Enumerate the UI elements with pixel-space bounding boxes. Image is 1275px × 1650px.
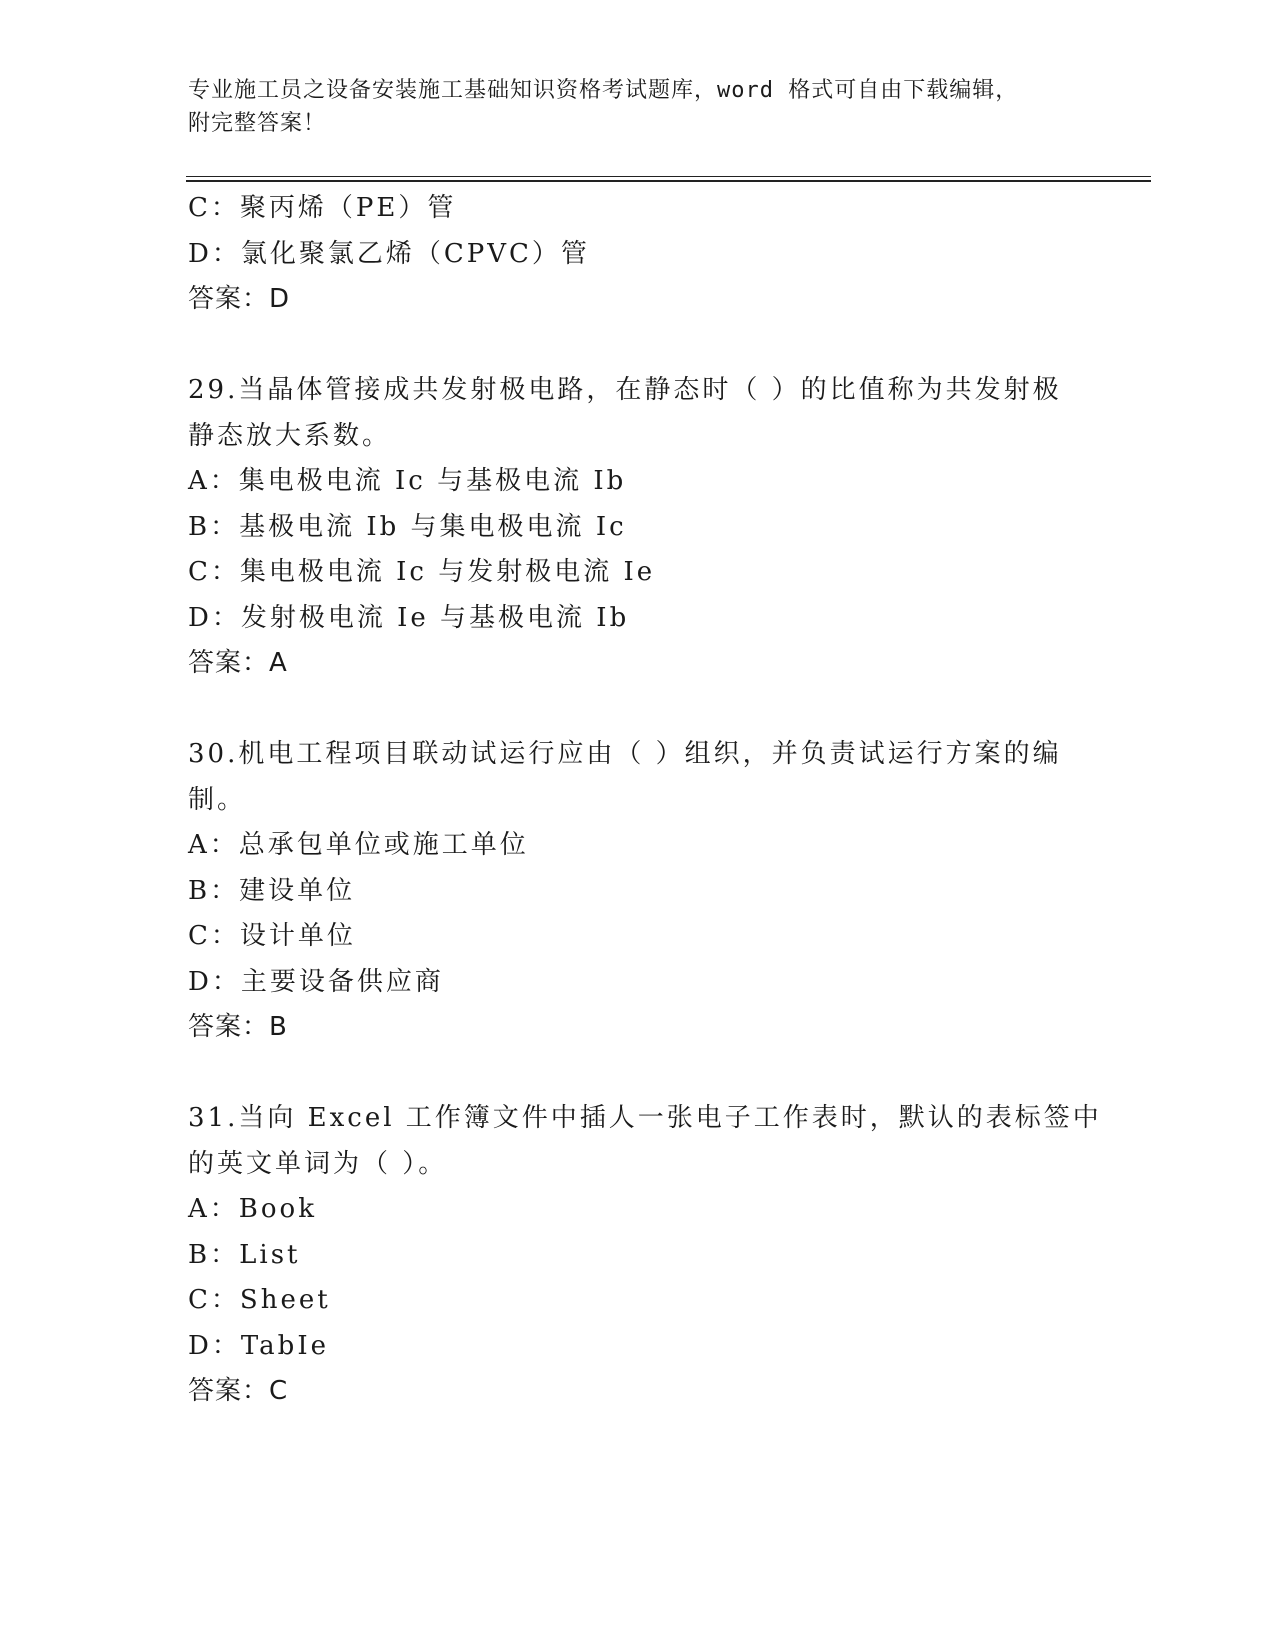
- spacer: [188, 1051, 1088, 1097]
- option-c: C：设计单位: [188, 921, 356, 951]
- option-d: D：氯化聚氯乙烯（CPVC）管: [188, 238, 590, 269]
- option-a: A：Book: [188, 1194, 317, 1224]
- answer-line: 答案：B: [188, 1012, 288, 1042]
- answer-line: 答案：C: [188, 1376, 289, 1406]
- question-29: [188, 368, 1088, 687]
- header-line-2: 附完整答案！: [188, 111, 327, 136]
- option-d: D：主要设备供应商: [188, 966, 444, 997]
- option-a: A：总承包单位或施工单位: [188, 830, 529, 860]
- option-b: B：基极电流 Ib 与集电极电流 Ic: [188, 511, 627, 542]
- header-divider-thick: [186, 180, 1151, 182]
- header-divider-thin: [186, 176, 1151, 177]
- answer-line: 答案：D: [188, 284, 291, 314]
- answer-line: 答案：A: [188, 648, 288, 678]
- spacer: [188, 687, 1088, 733]
- question-text-line-2: 的英文单词为（ ）。: [188, 1148, 448, 1179]
- option-c: C：Sheet: [188, 1285, 331, 1315]
- header-line-1: 专业施工员之设备安装施工基础知识资格考试题库，word 格式可自由下载编辑，: [188, 78, 1019, 103]
- question-text-line-1: 31.当向 Excel 工作簿文件中插人一张电子工作表时，默认的表标签中: [188, 1103, 1102, 1133]
- option-a: A：集电极电流 Ic 与基极电流 Ib: [188, 466, 627, 496]
- spacer: [188, 323, 1088, 369]
- question-text-line-1: 30.机电工程项目联动试运行应由（ ）组织，并负责试运行方案的编: [188, 739, 1062, 769]
- option-c: C：聚丙烯（PE）管: [188, 193, 457, 223]
- option-b: B：List: [188, 1239, 301, 1270]
- page-header: [188, 74, 1068, 140]
- option-d: D：发射极电流 Ie 与基极电流 Ib: [188, 602, 630, 633]
- option-b: B：建设单位: [188, 875, 356, 906]
- question-text-line-2: 制。: [188, 784, 247, 815]
- question-list: [188, 186, 1102, 1415]
- question-30: [188, 732, 1088, 1051]
- option-c: C：集电极电流 Ic 与发射极电流 Ie: [188, 557, 656, 587]
- question-28-continued: [188, 186, 1088, 323]
- question-text-line-1: 29.当晶体管接成共发射极电路，在静态时（ ）的比值称为共发射极: [188, 375, 1062, 405]
- question-31: [188, 1096, 1102, 1415]
- question-text-line-2: 静态放大系数。: [188, 420, 392, 451]
- option-d: D：TabIe: [188, 1330, 329, 1361]
